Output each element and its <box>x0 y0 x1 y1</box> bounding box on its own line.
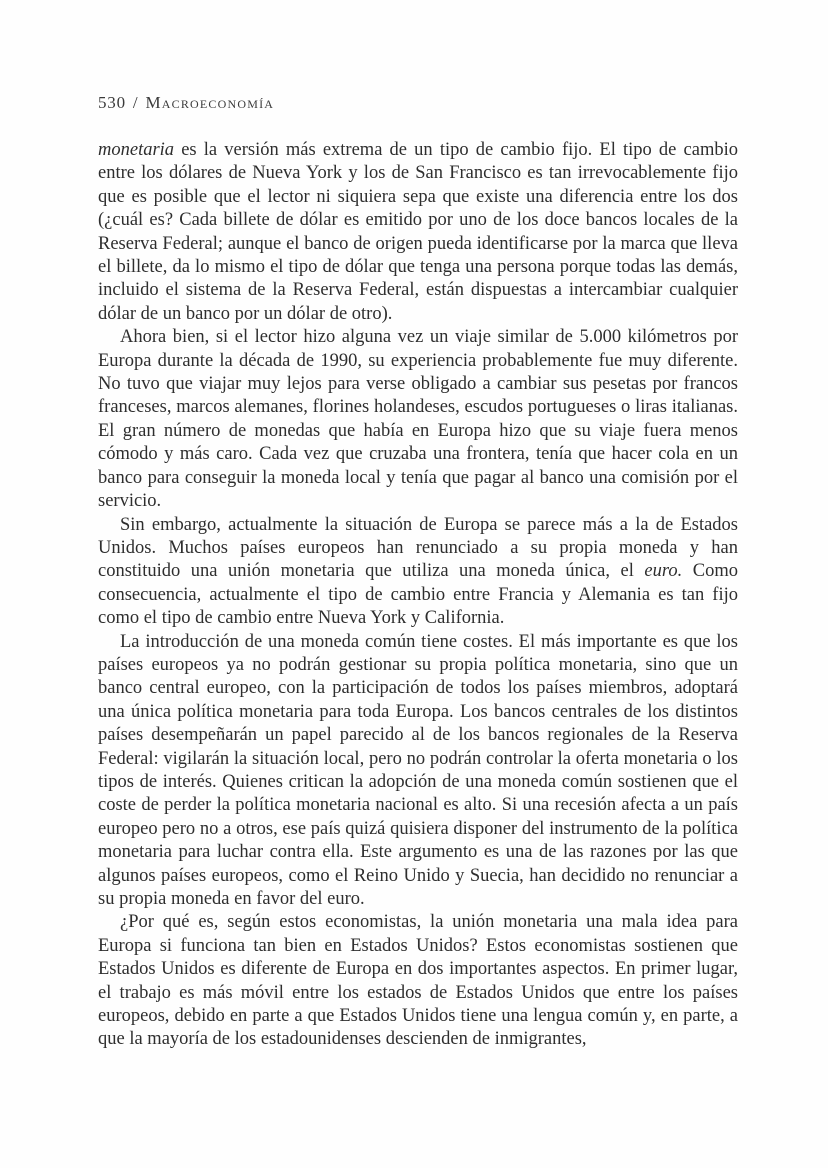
body-text <box>98 139 738 1052</box>
header-separator: / <box>132 93 139 112</box>
page-number: 530 <box>98 93 126 112</box>
paragraph <box>98 631 738 912</box>
paragraph <box>98 911 738 1051</box>
italic-text-run: euro. <box>644 561 683 582</box>
text-run: Sin embargo, actualmente la situación de Europa se parece más a la de Estados Unidos. Muchos países europeos han renunciado a su propia moneda y han constituido una unión monetaria que utiliza una moneda única, el <box>98 514 738 582</box>
text-run: La introducción de una moneda común tiene costes. El más importante es que los países europeos ya no podrán gestionar su propia política monetaria, sino que un banco central europeo, con la participación de todos los países miembros, adoptará una única política monetaria para toda Europa. Los bancos centrales de los distintos países desempeñarán un papel parecido al de los bancos regionales de la Reserva Federal: vigilarán la situación local, pero no podrán controlar la oferta monetaria o los tipos de interés. Quienes critican la adopción de una moneda común sostienen que el coste de perder la política monetaria nacional es alto. Si una recesión afecta a un país europeo pero no a otros, ese país quizá quisiera disponer del instrumento de la política monetaria para luchar contra ella. Este argumento es una de las razones por las que algunos países europeos, como el Reino Unido y Suecia, han decidido no renunciar a su propia moneda en favor del euro. <box>98 631 738 909</box>
italic-text-run: monetaria <box>98 140 175 160</box>
text-run: ¿Por qué es, según estos economistas, la unión monetaria una mala idea para Europa si funciona tan bien en Estados Unidos? Estos economistas sostienen que Estados Unidos es diferente de Europa en dos importantes aspectos. En primer lugar, el trabajo es más móvil entre los estados de Estados Unidos que entre los países europeos, debido en parte a que Estados Unidos tiene una lengua común y, en parte, a que la mayoría de los estadounidenses descienden de inmigrantes, <box>98 912 738 1050</box>
paragraph <box>98 326 738 513</box>
running-title: Macroeconomía <box>145 93 275 112</box>
text-run: Ahora bien, si el lector hizo alguna vez un viaje similar de 5.000 kilómetros por Europa durante la década de 1990, su experiencia probablemente fue muy diferente. No tuvo que viajar muy lejos para verse obligado a cambiar sus pesetas por francos franceses, marcos alemanes, florines holandeses, escudos portugueses o liras italianas. El gran número de monedas que había en Europa hizo que su viaje fuera menos cómodo y más caro. Cada vez que cruzaba una frontera, tenía que hacer cola en un banco para conseguir la moneda local y tenía que pagar al banco una comisión por el servicio. <box>98 327 738 512</box>
page-header <box>98 93 274 113</box>
paragraph <box>98 139 738 326</box>
text-run: Como consecuencia, actualmente el tipo de cambio entre Francia y Alemania es tan fijo como el tipo de cambio entre Nueva York y California. <box>98 561 738 629</box>
paragraph <box>98 514 738 631</box>
text-run: es la versión más extrema de un tipo de cambio fijo. El tipo de cambio entre los dólares de Nueva York y los de San Francisco es tan irrevocablemente fijo que es posible que el lector ni siquiera sepa que existe una diferencia entre los dos (¿cuál es? Cada billete de dólar es emitido por uno de los doce bancos locales de la Reserva Federal; aunque el banco de origen pueda identificarse por la marca que lleva el billete, da lo mismo el tipo de dólar que tenga una persona porque todas las demás, incluido el sistema de la Reserva Federal, están dispuestas a intercambiar cualquier dólar de un banco por un dólar de otro). <box>98 140 738 324</box>
